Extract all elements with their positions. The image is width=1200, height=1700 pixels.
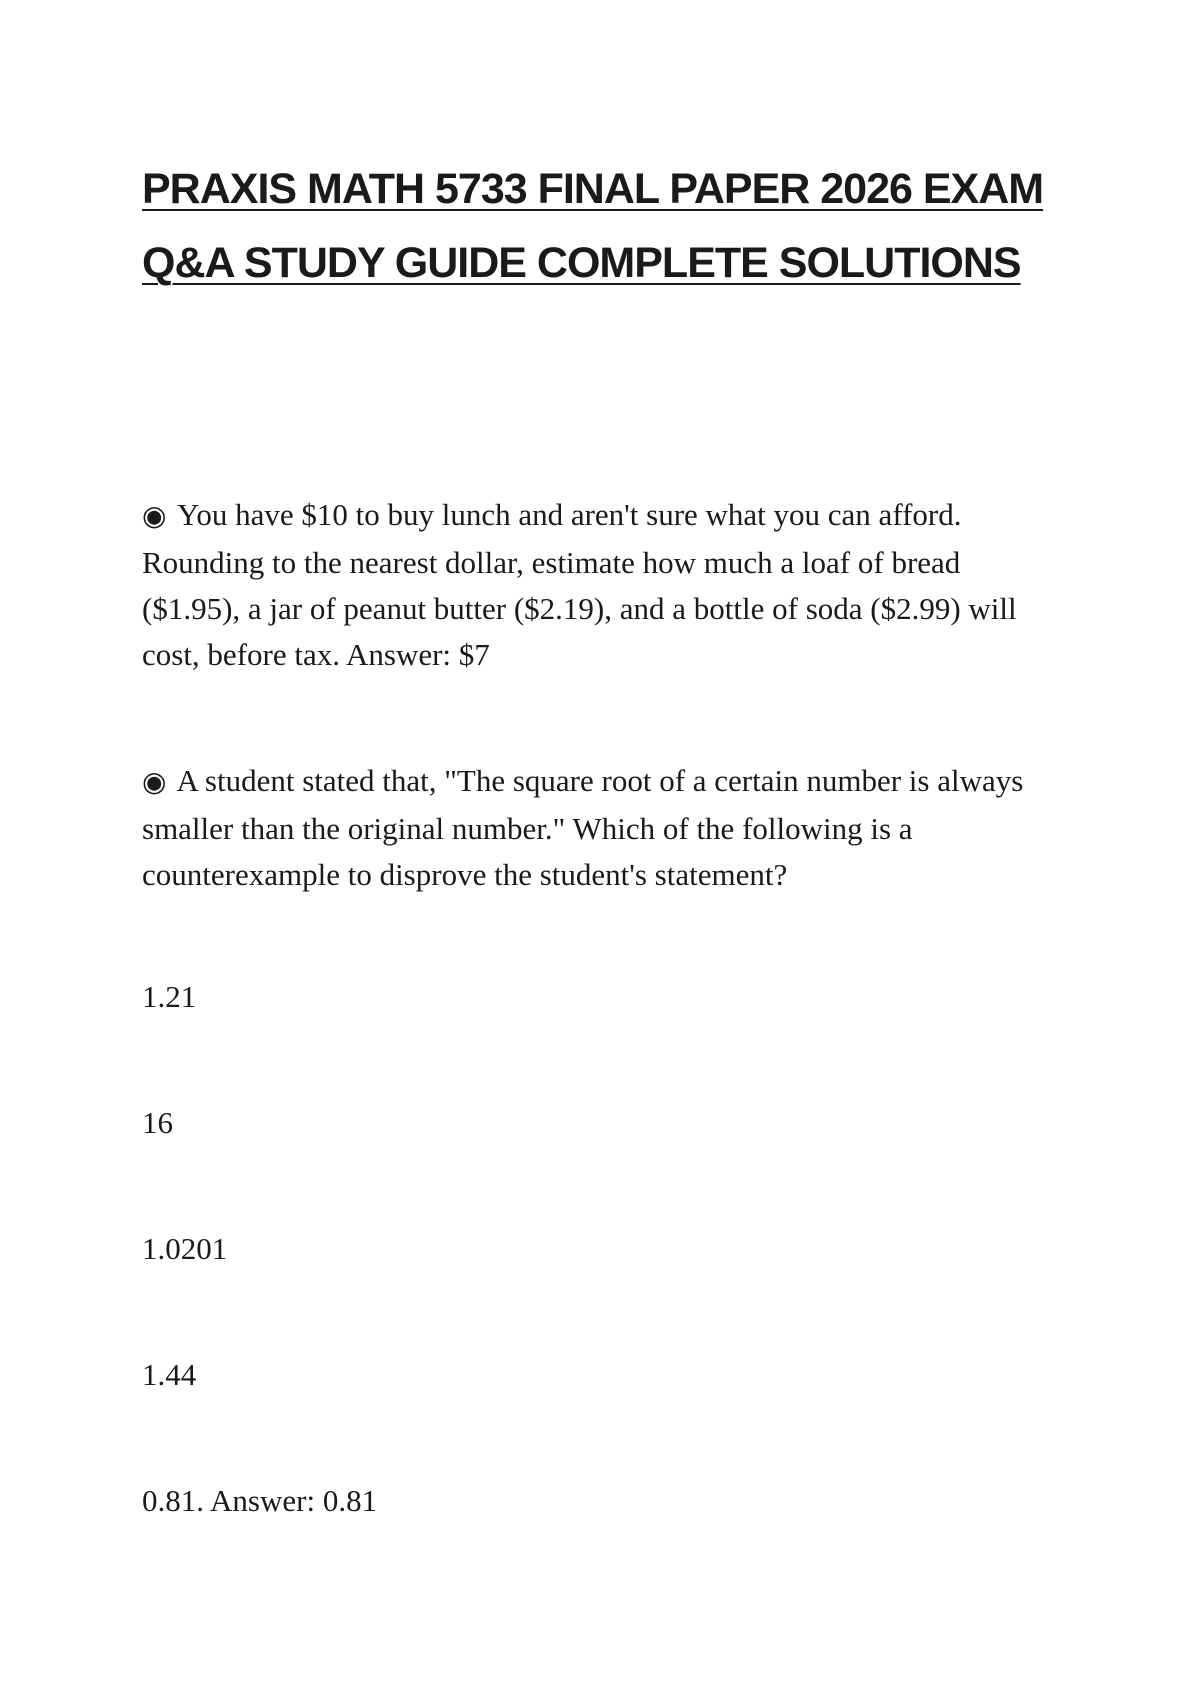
question-2-option-5-answer: 0.81. Answer: 0.81 [142, 1483, 378, 1518]
question-2 [142, 758, 1062, 898]
question-2-option-3: 1.0201 [142, 1231, 228, 1266]
bullet-icon: ◉ [142, 767, 167, 798]
question-1-text: You have $10 to buy lunch and aren't sure what you can afford. Rounding to the nearest dollar, estimate how much a loaf of bread ($1.95), a jar of peanut butter ($2.19), and a bottle of soda ($2.99) will cost, before tax. Answer: $7 [142, 497, 1017, 672]
question-1 [142, 492, 1062, 678]
title-line-1: PRAXIS MATH 5733 FINAL PAPER 2026 EXAM [142, 165, 1044, 213]
question-2-text: A student stated that, "The square root of a certain number is always smaller than the original number." Which of the following is a counterexample to disprove the student's statement? [142, 763, 1024, 892]
question-2-option-1: 1.21 [142, 979, 197, 1014]
document-title [142, 152, 1082, 300]
question-2-option-2: 16 [142, 1105, 173, 1140]
bullet-icon: ◉ [142, 501, 167, 532]
title-line-2: Q&A STUDY GUIDE COMPLETE SOLUTIONS [142, 239, 1021, 287]
question-2-option-4: 1.44 [142, 1357, 197, 1392]
